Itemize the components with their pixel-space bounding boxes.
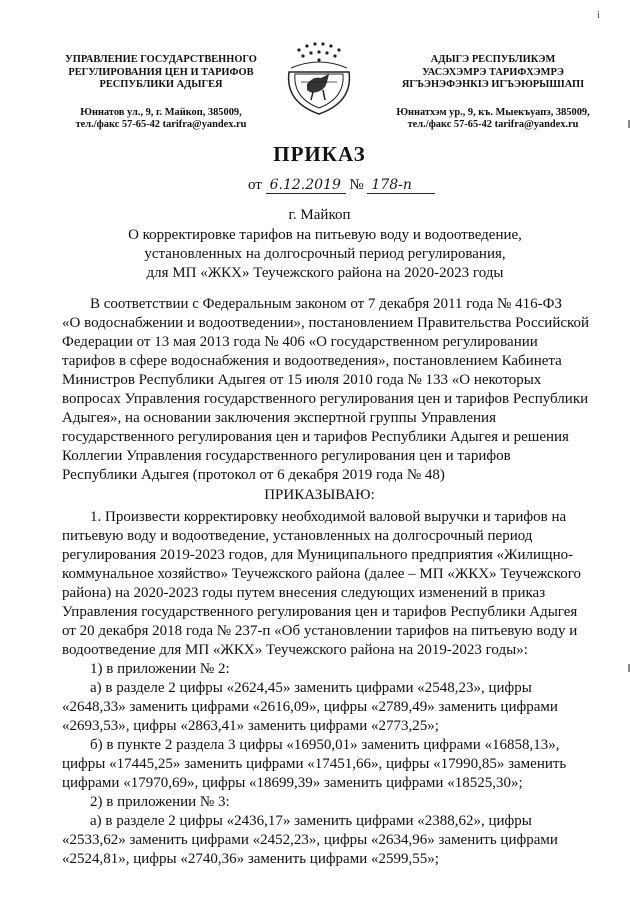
body-line: 2) в приложении № 3: (90, 794, 230, 810)
body-line: от 20 декабря 2018 года № 237-п «Об установлении тарифов на питьевую воду и (62, 623, 578, 639)
scan-corner-mark: і (597, 10, 600, 21)
org-address: Юннатхэм ур., 9, къ. Мыекъуапэ, 385009, (396, 106, 590, 118)
subject-line: для МП «ЖКХ» Теучежского района на 2020-2023 годы (146, 265, 504, 281)
org-address: Юннатов ул., 9, г. Майкоп, 385009, (80, 106, 242, 118)
preamble-line: «О водоснабжении и водоотведении», постановлением Правительства Российской (62, 315, 590, 331)
body-line: регулирования 2019-2023 годов, для Муниципального предприятия «Жилищно- (62, 547, 574, 563)
org-name-line: УПРАВЛЕНИЕ ГОСУДАРСТВЕННОГО (65, 54, 257, 65)
body-line: «2533,62» заменить цифрами «2452,23», цифры «2634,96» заменить цифрами (62, 832, 558, 848)
number-prefix: № (349, 177, 364, 193)
org-name-line: РЕСПУБЛИКИ АДЫГЕЯ (99, 79, 223, 90)
document-title: ПРИКАЗ (273, 142, 366, 166)
preamble-line: Адыгея», на основании заключения экспертной группы Управления (62, 410, 496, 426)
body-line: а) в разделе 2 цифры «2624,45» заменить цифрами «2548,23», цифры (90, 680, 532, 696)
preamble-line: государственного регулирования цен и тарифов Республики Адыгея и решения (62, 429, 569, 445)
body-line: цифрами «17970,69», цифры «18699,39» заменить цифрами «18525,30»; (62, 775, 523, 791)
body-line: Управления государственного регулирования цен и тарифов Республики Адыгея (62, 604, 578, 620)
body-line: питьевую воду и водоотведение, установленных на долгосрочный период (62, 528, 533, 544)
order-date-number (248, 177, 435, 194)
document-subject (90, 226, 560, 283)
scan-margin-mark (628, 664, 630, 672)
decree-heading: ПРИКАЗЫВАЮ: (264, 487, 375, 503)
org-contacts: тел./факс 57-65-42 tarifra@yandex.ru (75, 119, 247, 130)
subject-line: установленных на долгосрочный период регулирования, (144, 246, 506, 262)
body-line: 1. Произвести корректировку необходимой валовой выручки и тарифов на (90, 509, 567, 525)
sender-header-ady (378, 54, 608, 132)
body-line: района) на 2020-2023 годы путем внесения следующих изменений в приказ (62, 585, 546, 601)
org-name-line: ЯГЪЭНЭФЭНКІЭ ИГЪЭЮРЫШІАПІ (401, 79, 585, 90)
org-contacts: тел./факс 57-65-42 tarifra@yandex.ru (407, 119, 579, 130)
body-line: цифры «17445,25» заменить цифрами «17451,66», цифры «17990,85» заменить (62, 756, 567, 772)
preamble-line: Федерации от 13 мая 2013 года № 406 «О государственном регулировании (62, 334, 538, 350)
body-line: 1) в приложении № 2: (90, 661, 230, 677)
preamble-line: тарифов в сфере водоснабжения и водоотведения», постановлением Кабинета (62, 353, 562, 369)
sender-header-ru (46, 54, 276, 132)
org-name-line: РЕГУЛИРОВАНИЯ ЦЕН И ТАРИФОВ (68, 66, 254, 78)
preamble-line: Республики Адыгея (протокол от 6 декабря 2019 года № 48) (62, 467, 445, 483)
preamble-line: В соответствии с Федеральным законом от 7 декабря 2011 года № 416-ФЗ (90, 296, 562, 312)
body-line: «2693,53», цифры «2863,41» заменить цифрами «2773,25»; (62, 718, 439, 734)
handwritten-date: 6.12.2019 (266, 177, 346, 194)
city-line: г. Майкоп (288, 207, 351, 223)
subject-line: О корректировке тарифов на питьевую воду и водоотведение, (128, 227, 522, 243)
preamble-line: Министров Республики Адыгея от 15 июля 2010 года № 133 «О некоторых (62, 372, 542, 388)
body-line: б) в пункте 2 раздела 3 цифры «16950,01» заменить цифрами «16858,13», (90, 737, 560, 753)
body-line: коммунальное хозяйство» Теучежского района (далее – МП «ЖКХ» Теучежского (62, 566, 582, 582)
body-line: «2524,81», цифры «2740,36» заменить цифрами «2599,55»; (62, 851, 439, 867)
preamble-line: Коллегии Управления государственного регулирования цен и тарифов (62, 448, 511, 464)
body-line: водоотведение для МП «ЖКХ» Теучежского района на 2019-2023 годы»: (62, 642, 528, 658)
scan-margin-mark (628, 120, 630, 128)
body-line: «2648,33» заменить цифрами «2616,09», цифры «2789,49» заменить цифрами (62, 699, 558, 715)
decree-body (62, 508, 594, 869)
preamble-line: вопросах Управления государственного регулирования цен и тарифов Республики (62, 391, 589, 407)
coat-of-arms-emblem (283, 38, 355, 116)
preamble-paragraph (62, 295, 594, 485)
org-name-line: АДЫГЭ РЕСПУБЛИКЭМ (430, 54, 556, 65)
handwritten-number: 178-п (367, 177, 435, 194)
date-prefix: от (248, 177, 262, 193)
body-line: а) в разделе 2 цифры «2436,17» заменить цифрами «2388,62», цифры (90, 813, 532, 829)
org-name-line: УАСЭХЭМРЭ ТАРИФХЭМРЭ (422, 66, 564, 78)
